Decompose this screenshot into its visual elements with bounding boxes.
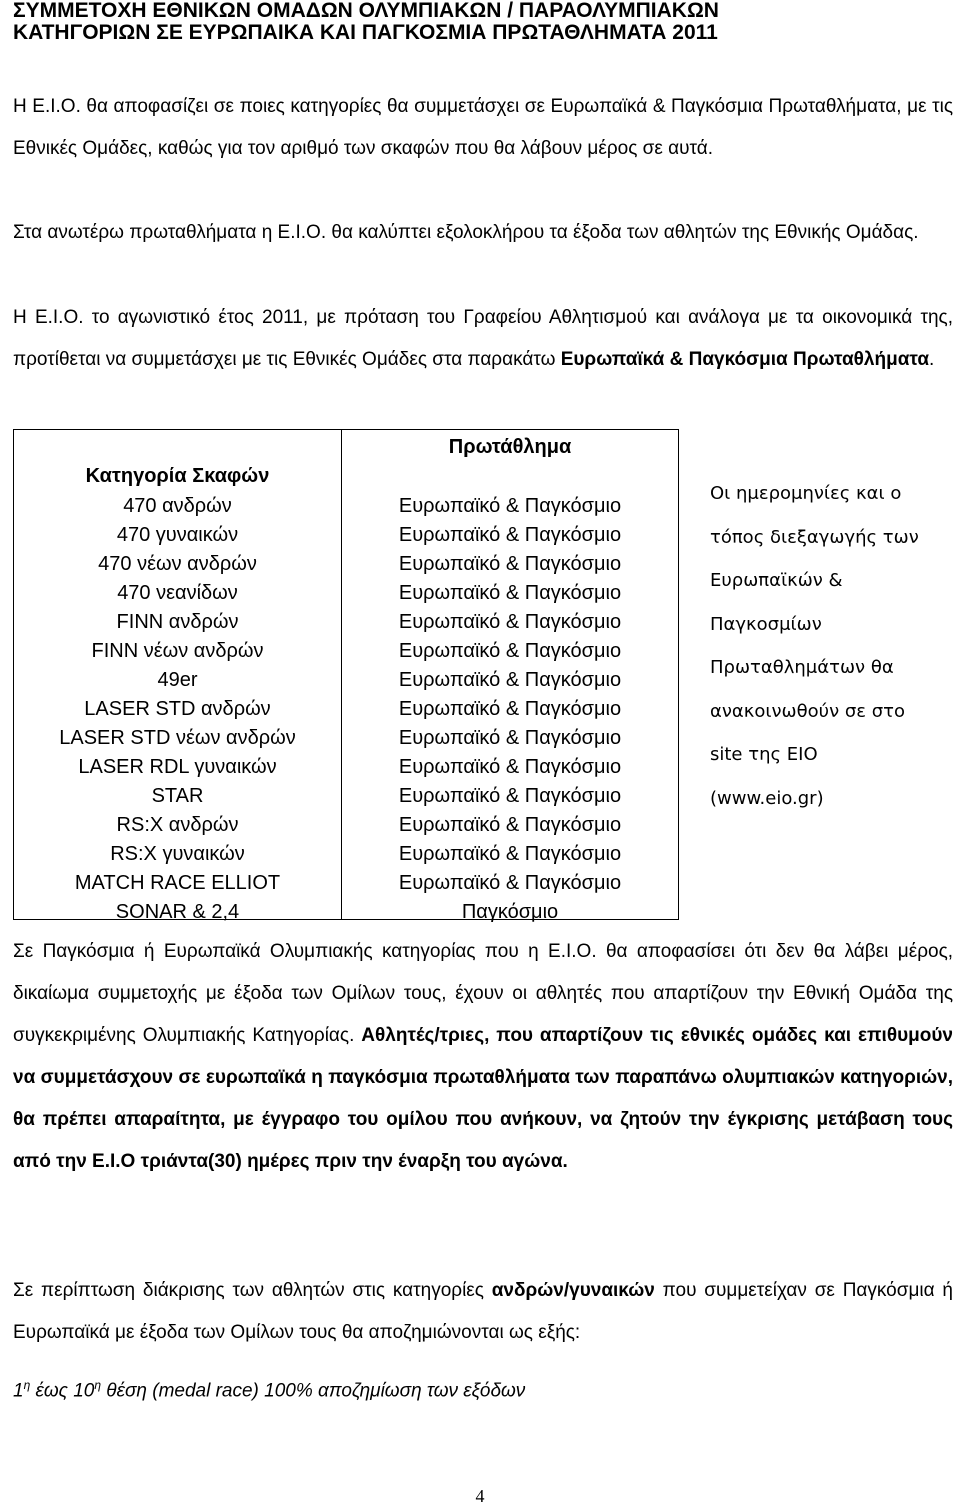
paragraph-olympic-categories xyxy=(13,931,953,1183)
paragraph-compensation-bold: ανδρών/γυναικών xyxy=(491,1280,655,1301)
cell-category: 49er xyxy=(157,669,198,691)
cell-category: LASER RDL γυναικών xyxy=(78,756,277,778)
heading-line-2: ΚΑΤΗΓΟΡΙΩΝ ΣΕ ΕΥΡΩΠΑΙΚΑ ΚΑΙ ΠΑΓΚΟΣΜΙΑ ΠΡΩΤΑΘΛΗΜΑΤΑ 2011 xyxy=(13,21,718,44)
cell-championship: Ευρωπαϊκό & Παγκόσμιο xyxy=(398,611,622,633)
table-row xyxy=(14,782,678,811)
cell-category: MATCH RACE ELLIOT xyxy=(74,872,281,894)
rule-rank-start: 1 xyxy=(13,1380,24,1402)
paragraph-compensation-text: Σε περίπτωση διάκρισης των αθλητών στις κατηγορίες xyxy=(13,1280,492,1301)
rule-mid: έως 10 xyxy=(30,1380,95,1402)
table-row xyxy=(14,724,678,753)
cell-championship: Ευρωπαϊκό & Παγκόσμιο xyxy=(398,640,622,662)
side-note-line: Οι ημερομηνίες και ο xyxy=(710,483,902,504)
header-category: Κατηγορία Σκαφών xyxy=(85,465,270,487)
paragraph-olympic-bold: Αθλητές/τριες, που απαρτίζουν τις εθνικές ομάδες και επιθυμούν να συμμετάσχουν σε ευρωπαϊκά η παγκόσμια πρωταθλήματα των παραπάνω ολυμπιακών κατηγοριών, θα πρέπει απαραίτητα, με έγγραφο του ομίλου που ανήκουν, να ζητούν την έγκρισης μετάβαση τους από την Ε.Ι.Ο τριάντα(30) ημέρες πριν την έναρξη του αγώνα. xyxy=(13,1025,953,1172)
header-championship: Πρωτάθλημα xyxy=(448,436,572,458)
cell-category: 470 νέων ανδρών xyxy=(98,553,257,575)
table-row xyxy=(14,579,678,608)
cell-championship: Ευρωπαϊκό & Παγκόσμιο xyxy=(398,756,622,778)
table-row xyxy=(14,840,678,869)
cell-category: SONAR & 2,4 xyxy=(115,901,240,923)
categories-table xyxy=(13,429,679,923)
side-note-line: τόπος διεξαγωγής των xyxy=(710,526,919,548)
cell-championship: Ευρωπαϊκό & Παγκόσμιο xyxy=(398,495,622,517)
table-row xyxy=(14,637,678,666)
side-note-line: Παγκοσμίων xyxy=(710,613,822,635)
paragraph-participation-bold: Ευρωπαϊκά & Παγκόσμια Πρωταθλήματα xyxy=(560,349,930,370)
side-note-line: Πρωταθλημάτων θα xyxy=(710,657,894,678)
cell-category: 470 ανδρών xyxy=(123,495,232,517)
cell-championship: Ευρωπαϊκό & Παγκόσμιο xyxy=(398,524,622,546)
cell-championship: Ευρωπαϊκό & Παγκόσμιο xyxy=(398,814,622,836)
cell-championship: Ευρωπαϊκό & Παγκόσμιο xyxy=(398,843,622,865)
cell-championship: Ευρωπαϊκό & Παγκόσμιο xyxy=(398,727,622,749)
cell-championship: Ευρωπαϊκό & Παγκόσμιο xyxy=(398,553,622,575)
cell-category: RS:X γυναικών xyxy=(110,843,245,865)
paragraph-decision: Η Ε.Ι.Ο. θα αποφασίζει σε ποιες κατηγορίες θα συμμετάσχει σε Ευρωπαϊκά & Παγκόσμια Πρωταθλήματα, με τις Εθνικές Ομάδες, καθώς για τον αριθμό των σκαφών που θα λάβουν μέρος σε αυτά. xyxy=(13,96,953,159)
heading-line-1: ΣΥΜΜΕΤΟΧΗ ΕΘΝΙΚΩΝ ΟΜΑΔΩΝ ΟΛΥΜΠΙΑΚΩΝ / ΠΑΡΑΟΛΥΜΠΙΑΚΩΝ xyxy=(13,0,719,22)
compensation-rule-1 xyxy=(13,1364,525,1412)
table-row xyxy=(14,608,678,637)
paragraph-expenses: Στα ανωτέρω πρωταθλήματα η Ε.Ι.Ο. θα καλύπτει εξολοκλήρου τα έξοδα των αθλητών της Εθνικής Ομάδας. xyxy=(13,222,919,243)
cell-category: LASER STD νέων ανδρών xyxy=(59,727,296,749)
cell-championship: Ευρωπαϊκό & Παγκόσμιο xyxy=(398,669,622,691)
table-row xyxy=(14,811,678,840)
cell-category: STAR xyxy=(151,785,204,807)
cell-championship: Ευρωπαϊκό & Παγκόσμιο xyxy=(398,872,622,894)
rule-sup-2: η xyxy=(94,1378,102,1392)
rule-sup-1: η xyxy=(23,1378,31,1392)
side-note-line: site της ΕΙΟ xyxy=(710,744,818,765)
side-note-link: (www.eio.gr) xyxy=(710,787,824,809)
cell-category: FINN ανδρών xyxy=(116,611,239,633)
rule-rest: θέση (medal race) 100% αποζημίωση των εξόδων xyxy=(101,1380,526,1402)
paragraph-compensation xyxy=(13,1270,953,1354)
cell-category: 470 γυναικών xyxy=(116,524,239,546)
cell-championship: Ευρωπαϊκό & Παγκόσμιο xyxy=(398,785,622,807)
side-note-line: ανακοινωθούν σε στο xyxy=(710,700,905,722)
table-row xyxy=(14,666,678,695)
table-row xyxy=(14,753,678,782)
cell-championship: Ευρωπαϊκό & Παγκόσμιο xyxy=(398,698,622,720)
cell-category: 470 νεανίδων xyxy=(117,582,238,604)
cell-category: FINN νέων ανδρών xyxy=(91,640,264,662)
table-row xyxy=(14,898,678,927)
table-rows xyxy=(14,492,678,927)
table-row xyxy=(14,869,678,898)
paragraph-participation-text: Η Ε.Ι.Ο. το αγωνιστικό έτος 2011, με πρόταση του Γραφείου Αθλητισμού και ανάλογα με τα οικονομικά της, προτίθεται να συμμετάσχει με τις Εθνικές Ομάδες στα παρακάτω xyxy=(13,307,953,370)
cell-category: RS:X ανδρών xyxy=(116,814,239,836)
side-note-dates xyxy=(710,472,950,820)
table-row xyxy=(14,695,678,724)
table-row xyxy=(14,521,678,550)
table-row xyxy=(14,550,678,579)
cell-championship: Ευρωπαϊκό & Παγκόσμιο xyxy=(398,582,622,604)
paragraph-participation xyxy=(13,297,953,381)
paragraph-compensation-end: που συμμετείχαν σε Παγκόσμια ή Ευρωπαϊκά με έξοδα των Ομίλων τους θα αποζημιώνονται ως εξής: xyxy=(13,1280,953,1343)
table-row xyxy=(14,492,678,521)
side-note-line: Ευρωπαϊκών & xyxy=(710,570,843,591)
paragraph-olympic-text: Σε Παγκόσμια ή Ευρωπαϊκά Ολυμπιακής κατηγορίας που η Ε.Ι.Ο. θα αποφασίσει ότι δεν θα λάβει μέρος, δικαίωμα συμμετοχής με έξοδα των Ομίλων τους, έχουν οι αθλητές που απαρτίζουν την Εθνική Ομάδα της συγκεκριμένης Ολυμπιακής Κατηγορίας. xyxy=(13,941,953,1046)
page-number: 4 xyxy=(475,1486,485,1506)
paragraph-participation-end: . xyxy=(929,349,935,370)
cell-championship: Παγκόσμιο xyxy=(461,901,559,923)
document-heading xyxy=(13,0,953,44)
cell-category: LASER STD ανδρών xyxy=(84,698,271,720)
